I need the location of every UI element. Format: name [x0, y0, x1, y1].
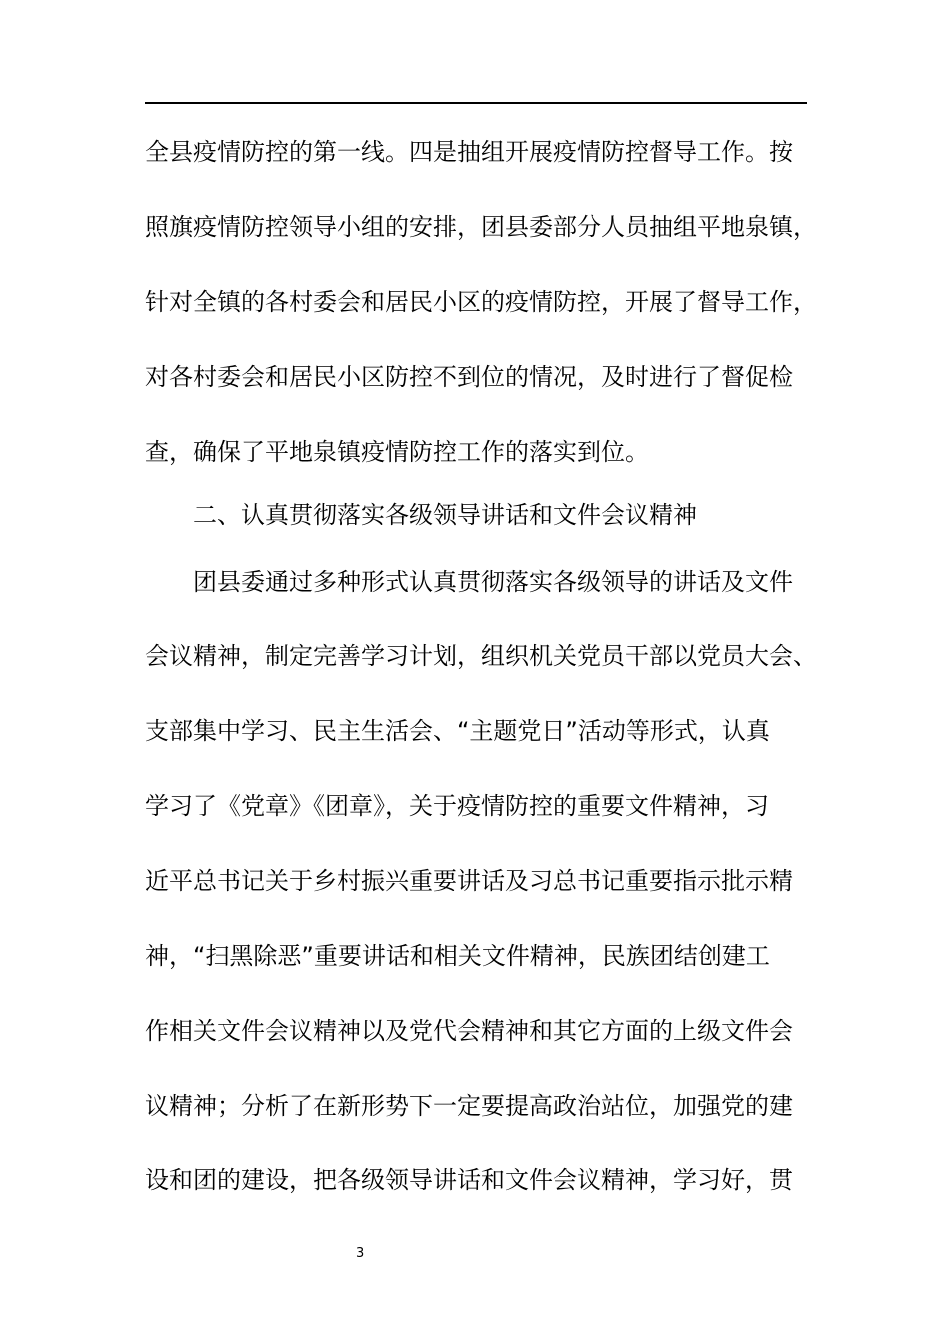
body-line: 会议精神，制定完善学习计划，组织机关党员干部以党员大会、: [145, 642, 817, 670]
body-line: 支部集中学习、民主生活会、“主题党日”活动等形式，认真: [145, 717, 770, 745]
body-line: 神，“扫黑除恶”重要讲话和相关文件精神，民族团结创建工: [145, 942, 770, 970]
body-line: 近平总书记关于乡村振兴重要讲话及习总书记重要指示批示精: [145, 867, 793, 895]
body-line: 对各村委会和居民小区防控不到位的情况，及时进行了督促检: [145, 363, 793, 391]
body-line: 学习了《党章》《团章》，关于疫情防控的重要文件精神，习: [145, 792, 769, 820]
body-line: 针对全镇的各村委会和居民小区的疫情防控，开展了督导工作，: [145, 288, 817, 316]
page-number: 3: [356, 1246, 365, 1261]
body-line: 全县疫情防控的第一线。四是抽组开展疫情防控督导工作。按: [145, 138, 793, 166]
body-line: 查，确保了平地泉镇疫情防控工作的落实到位。: [145, 438, 649, 466]
body-line: 议精神；分析了在新形势下一定要提高政治站位，加强党的建: [145, 1092, 793, 1120]
header-rule: [145, 102, 807, 104]
body-line: 设和团的建设，把各级领导讲话和文件会议精神，学习好，贯: [145, 1166, 793, 1194]
body-line: 照旗疫情防控领导小组的安排，团县委部分人员抽组平地泉镇，: [145, 213, 817, 241]
body-line: 团县委通过多种形式认真贯彻落实各级领导的讲话及文件: [193, 568, 793, 596]
body-line: 作相关文件会议精神以及党代会精神和其它方面的上级文件会: [145, 1017, 793, 1045]
section-heading: 二、认真贯彻落实各级领导讲话和文件会议精神: [193, 501, 697, 529]
